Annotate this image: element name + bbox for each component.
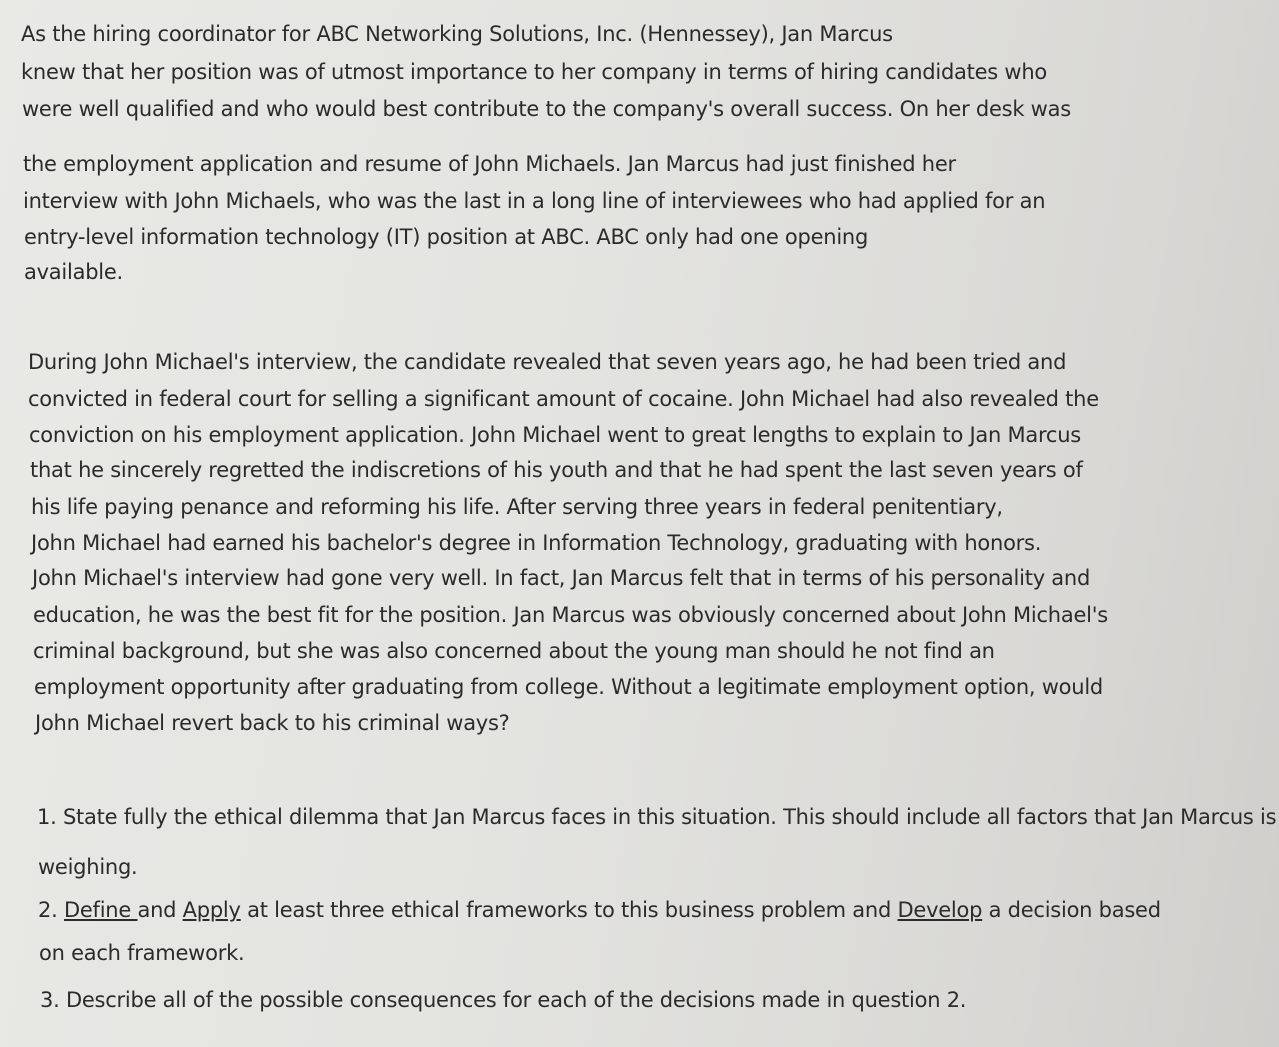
paragraph3-line: convicted in federal court for selling a significant amount of cocaine. John Michael had also revealed the — [28, 387, 1099, 411]
paragraph3-line: that he sincerely regretted the indiscretions of his youth and that he had spent the last seven years of — [30, 458, 1083, 482]
paragraph3-line: John Michael's interview had gone very well. In fact, Jan Marcus felt that in terms of his personality and — [32, 566, 1091, 590]
question-2 — [38, 895, 1161, 925]
define-link[interactable]: Define — [63, 898, 138, 922]
paragraph1-line: As the hiring coordinator for ABC Networking Solutions, Inc. (Hennessey), Jan Marcus — [21, 22, 893, 46]
paragraph2-line: entry-level information technology (IT) position at ABC. ABC only had one opening — [24, 225, 869, 249]
paragraph2-line: interview with John Michaels, who was the last in a long line of interviewees who had applied for an — [23, 189, 1046, 213]
question-2-number: 2. — [38, 898, 64, 922]
question-1: 1. State fully the ethical dilemma that Jan Marcus faces in this situation. This should include all factors that Jan Marcus is — [37, 805, 1277, 829]
question-2-and: and — [137, 898, 183, 922]
paragraph3-line: employment opportunity after graduating from college. Without a legitimate employment option, would — [34, 675, 1103, 699]
paragraph3-line: John Michael had earned his bachelor's degree in Information Technology, graduating with honors. — [31, 531, 1042, 555]
paragraph3-line: education, he was the best fit for the position. Jan Marcus was obviously concerned about John Michael's — [33, 603, 1108, 627]
question-2-suffix: a decision based — [982, 898, 1161, 922]
paragraph3-line: criminal background, but she was also concerned about the young man should he not find an — [33, 639, 995, 663]
paragraph2-line: the employment application and resume of John Michaels. Jan Marcus had just finished her — [23, 152, 956, 176]
question-3: 3. Describe all of the possible consequences for each of the decisions made in question 2. — [40, 988, 967, 1012]
paragraph3-line: During John Michael's interview, the candidate revealed that seven years ago, he had been tried and — [28, 350, 1067, 374]
paragraph3-line: his life paying penance and reforming his life. After serving three years in federal penitentiary, — [31, 495, 1003, 519]
question-2-continuation: on each framework. — [39, 941, 245, 965]
develop-link[interactable]: Develop — [897, 898, 983, 922]
paragraph3-line: conviction on his employment application. John Michael went to great lengths to explain to Jan Marcus — [29, 423, 1081, 447]
apply-link[interactable]: Apply — [182, 898, 241, 922]
paragraph3-line: John Michael revert back to his criminal ways? — [35, 711, 510, 735]
paragraph2-line: available. — [24, 260, 123, 284]
paragraph1-line: were well qualified and who would best contribute to the company's overall success. On her desk was — [22, 97, 1071, 121]
question-2-middle: at least three ethical frameworks to this business problem and — [240, 898, 898, 922]
paragraph1-line: knew that her position was of utmost importance to her company in terms of hiring candidates who — [21, 60, 1047, 84]
question-1-continuation: weighing. — [38, 855, 138, 879]
